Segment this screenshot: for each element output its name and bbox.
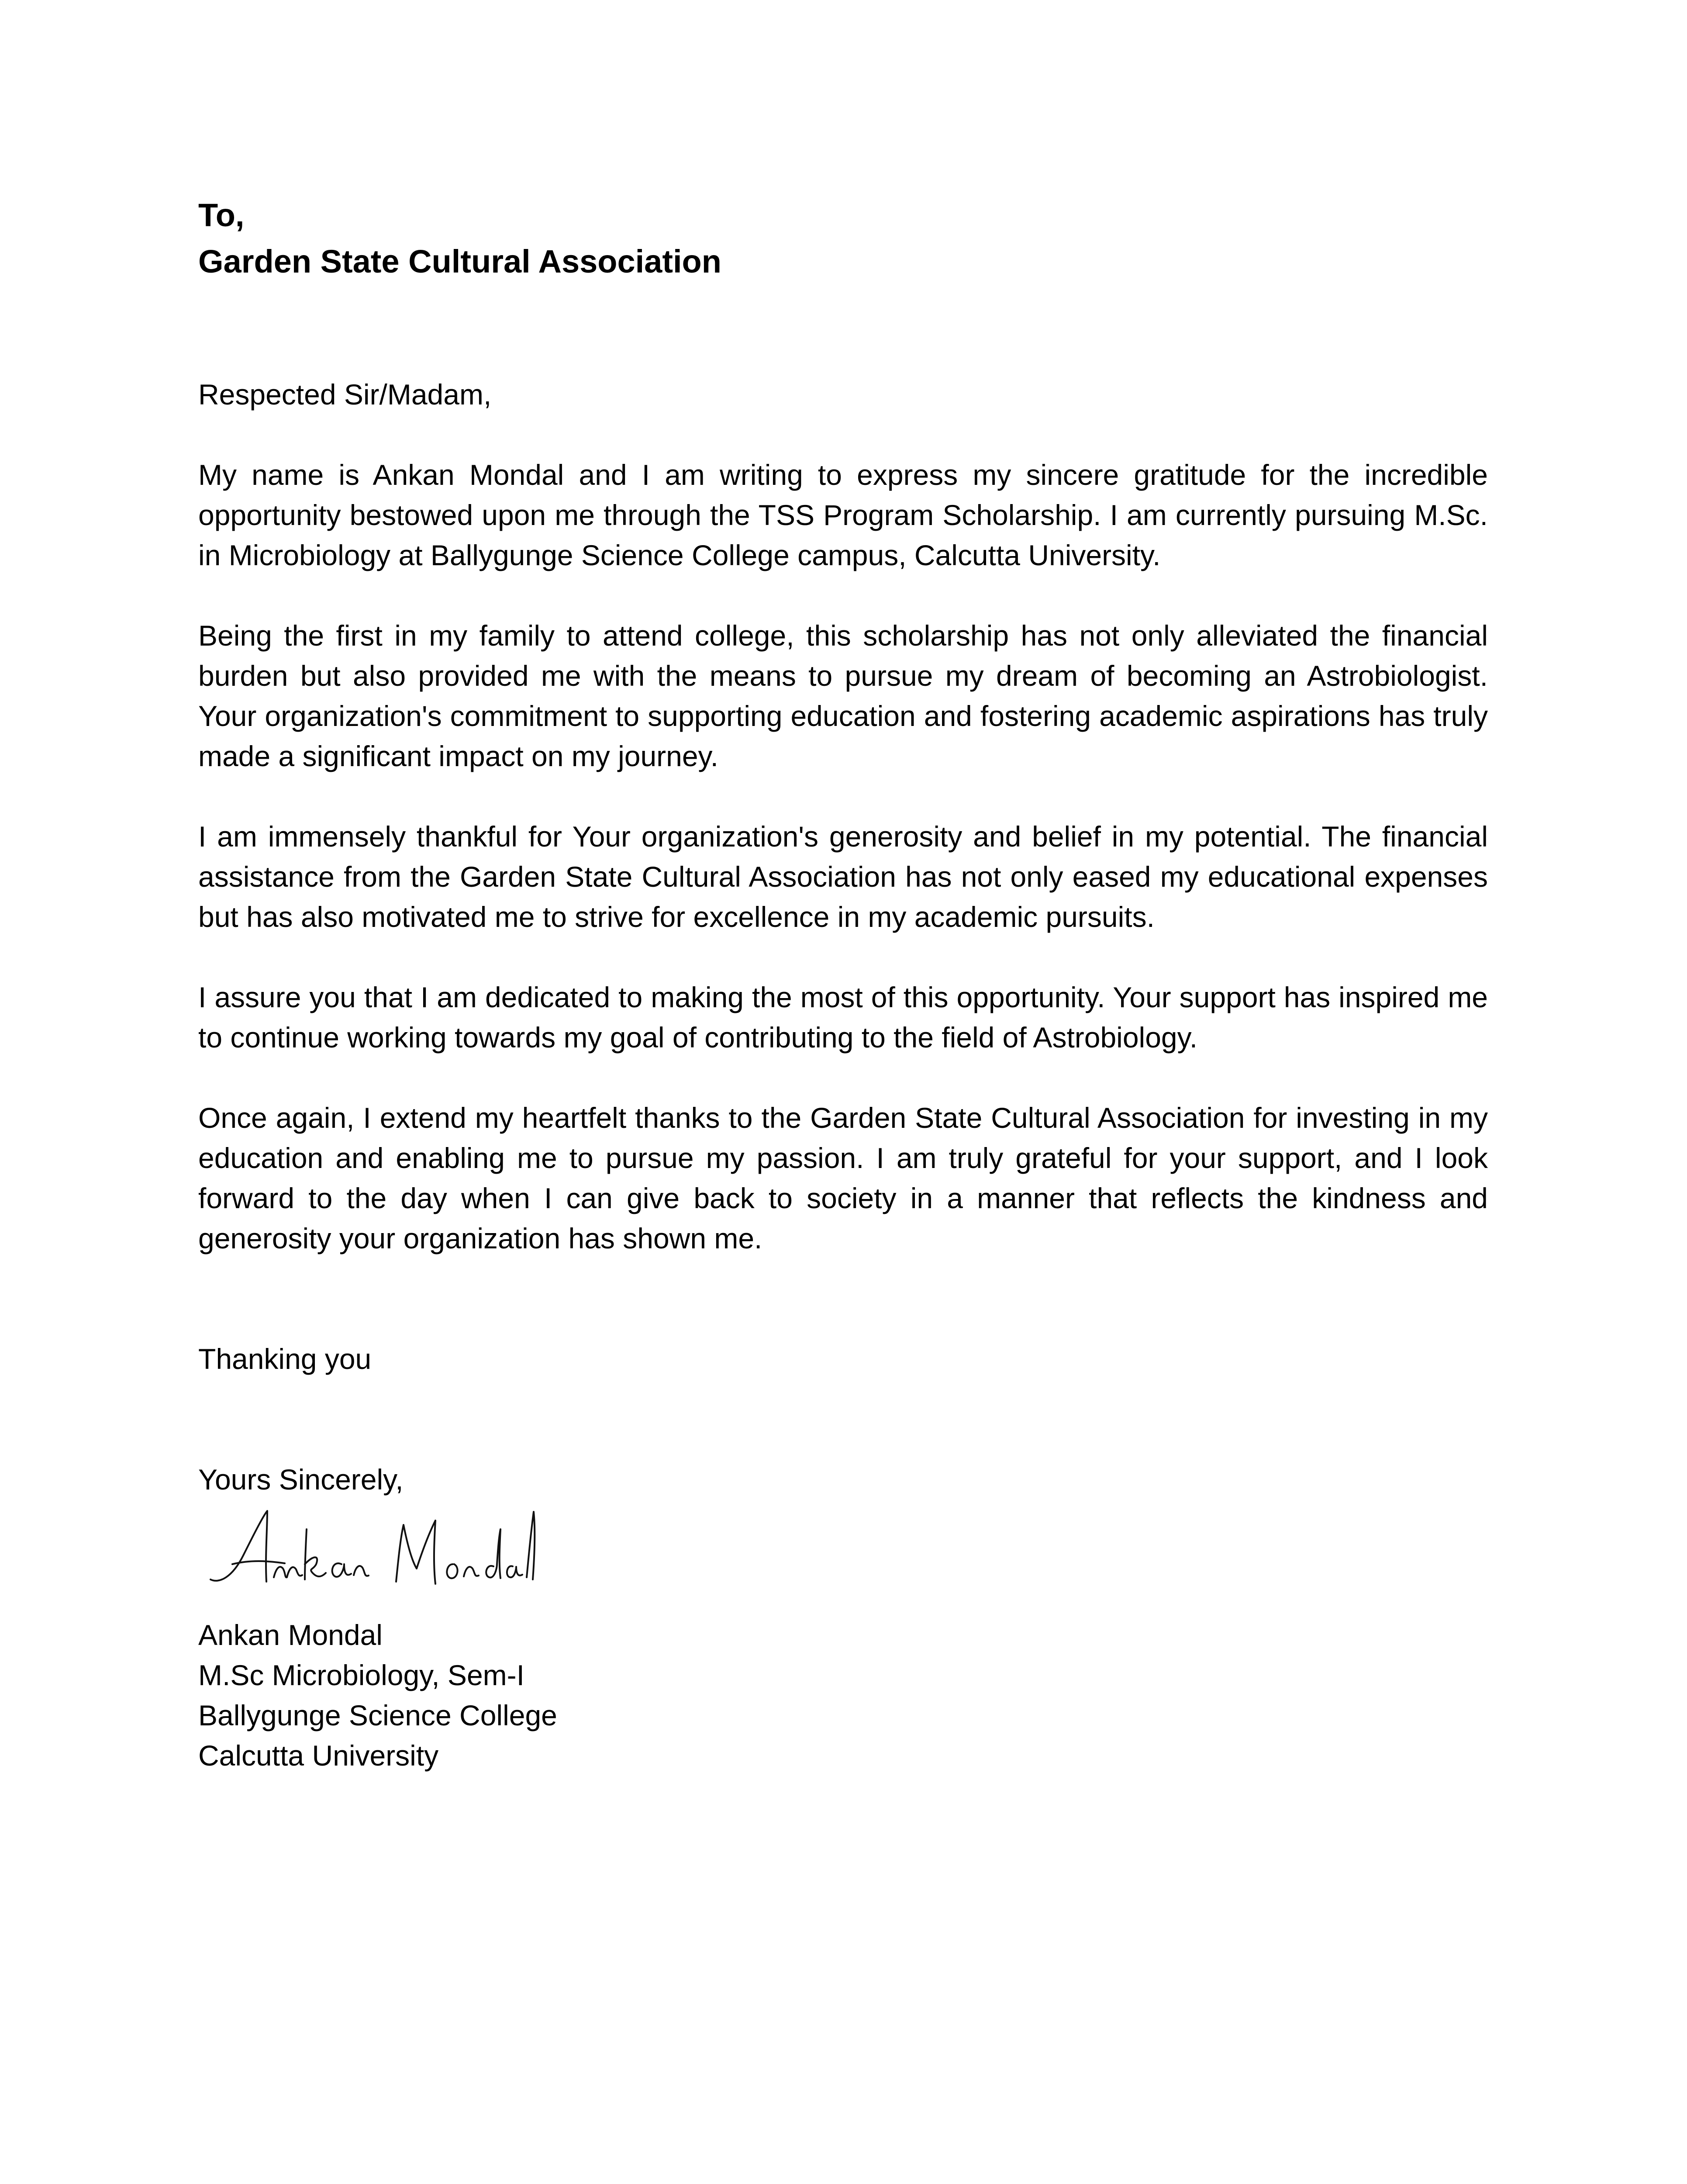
signer-name: Ankan Mondal [198,1619,383,1651]
recipient-to: To, [198,197,245,233]
signer-college: Ballygunge Science College [198,1699,557,1731]
paragraph-first-generation: Being the first in my family to attend college, this scholarship has not only alleviated the financial burden but also provided me with the means to pursue my dream of becoming an Astrobiologist. Your organization's commitment to supporting education and fostering academic aspirations has truly made a significant impact on my journey. [198,619,1488,772]
recipient-organization: Garden State Cultural Association [198,243,721,280]
paragraph-assurance: I assure you that I am dedicated to making the most of this opportunity. Your support has inspired me to continue working towards my goal of contributing to the field of Astrobiology. [198,981,1488,1054]
paragraph-closing-thanks: Once again, I extend my heartfelt thanks to the Garden State Cultural Association for investing in my education and enabling me to pursue my passion. I am truly grateful for your support, and I look forward to the day when I can give back to society in a manner that reflects the kindness and generosity your organization has shown me. [198,1102,1488,1254]
complimentary-close: Yours Sincerely, [198,1463,404,1496]
paragraph-intro: My name is Ankan Mondal and I am writing to express my sincere gratitude for the incredible opportunity bestowed upon me through the TSS Program Scholarship. I am currently pursuing M.Sc. in Microbiology at Ballygunge Science College campus, Calcutta University. [198,459,1488,571]
signer-program: M.Sc Microbiology, Sem-I [198,1659,524,1691]
paragraph-thankful: I am immensely thankful for Your organization's generosity and belief in my potential. The financial assistance from the Garden State Cultural Association has not only eased my educational expenses but has also motivated me to strive for excellence in my academic pursuits. [198,820,1488,933]
signer-university: Calcutta University [198,1739,439,1772]
recipient-block [198,192,1488,285]
thanking-line: Thanking you [198,1343,372,1375]
handwritten-signature [202,1503,542,1608]
signer-block [198,1615,1488,1776]
letter-body [198,192,1488,1776]
salutation: Respected Sir/Madam, [198,378,492,411]
